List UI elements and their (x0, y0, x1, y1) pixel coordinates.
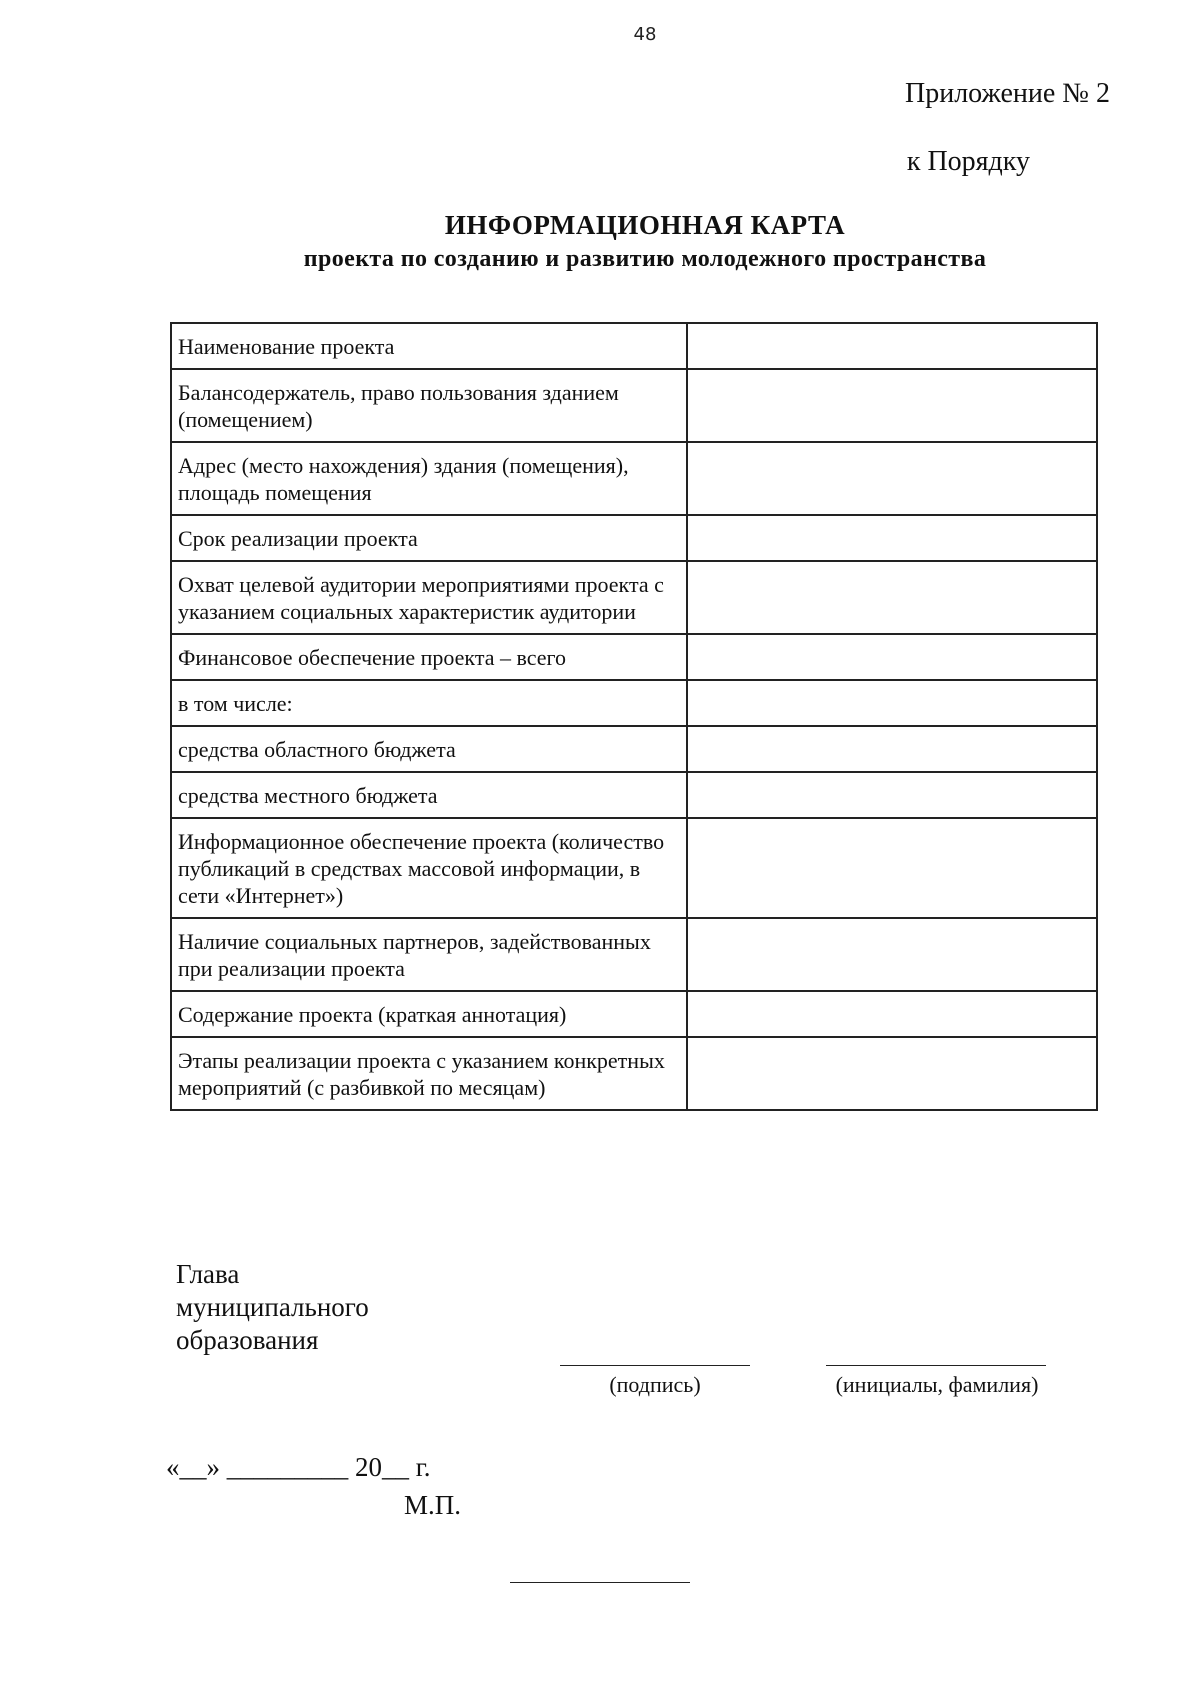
table-row (171, 515, 1097, 561)
footer-rule (510, 1582, 690, 1583)
row-value-cell[interactable] (687, 561, 1097, 634)
signatory-title-line: муниципального (176, 1292, 369, 1322)
row-value-cell[interactable] (687, 369, 1097, 442)
signature-line (560, 1365, 750, 1366)
row-value-cell[interactable] (687, 634, 1097, 680)
row-label: Наименование проекта (171, 323, 687, 369)
document-title: ИНФОРМАЦИОННАЯ КАРТА (444, 210, 846, 240)
name-line (826, 1365, 1046, 1366)
page-number: 48 (633, 24, 657, 45)
row-label: Балансодержатель, право пользования зданием (помещением) (171, 369, 687, 442)
row-value-cell[interactable] (687, 1037, 1097, 1110)
row-value-cell[interactable] (687, 726, 1097, 772)
appendix-label: Приложение № 2 (905, 78, 1110, 109)
row-label: Этапы реализации проекта с указанием конкретных мероприятий (с разбивкой по месяцам) (171, 1037, 687, 1110)
signatory-title-line: Глава (176, 1259, 240, 1289)
table-row (171, 772, 1097, 818)
table-row (171, 323, 1097, 369)
table-row (171, 561, 1097, 634)
table-row (171, 680, 1097, 726)
table-row (171, 369, 1097, 442)
row-label: средства областного бюджета (171, 726, 687, 772)
row-label: в том числе: (171, 680, 687, 726)
signature-caption: (подпись) (609, 1372, 701, 1397)
row-value-cell[interactable] (687, 323, 1097, 369)
row-label: Наличие социальных партнеров, задействованных при реализации проекта (171, 918, 687, 991)
signatory-title-line: образования (176, 1325, 319, 1355)
table-row (171, 442, 1097, 515)
table-row (171, 991, 1097, 1037)
row-label: Информационное обеспечение проекта (количество публикаций в средствах массовой информации, в сети «Интернет») (171, 818, 687, 918)
date-line: «__» _________ 20__ г. (166, 1452, 431, 1482)
row-label: Срок реализации проекта (171, 515, 687, 561)
row-value-cell[interactable] (687, 818, 1097, 918)
row-value-cell[interactable] (687, 515, 1097, 561)
row-label: Адрес (место нахождения) здания (помещения), площадь помещения (171, 442, 687, 515)
row-label: Финансовое обеспечение проекта – всего (171, 634, 687, 680)
info-table (170, 322, 1098, 1111)
table-row (171, 818, 1097, 918)
row-label: средства местного бюджета (171, 772, 687, 818)
signatory-title (176, 1258, 369, 1357)
name-caption: (инициалы, фамилия) (835, 1372, 1039, 1397)
row-label: Содержание проекта (краткая аннотация) (171, 991, 687, 1037)
document-subtitle: проекта по созданию и развитию молодежного пространства (303, 246, 987, 272)
row-label: Охват целевой аудитории мероприятиями проекта с указанием социальных характеристик аудитории (171, 561, 687, 634)
table-row (171, 918, 1097, 991)
table-row (171, 1037, 1097, 1110)
row-value-cell[interactable] (687, 918, 1097, 991)
row-value-cell[interactable] (687, 442, 1097, 515)
row-value-cell[interactable] (687, 772, 1097, 818)
stamp-label: М.П. (404, 1490, 462, 1520)
row-value-cell[interactable] (687, 991, 1097, 1037)
table-row (171, 634, 1097, 680)
to-order-label: к Порядку (906, 146, 1030, 177)
row-value-cell[interactable] (687, 680, 1097, 726)
table-row (171, 726, 1097, 772)
